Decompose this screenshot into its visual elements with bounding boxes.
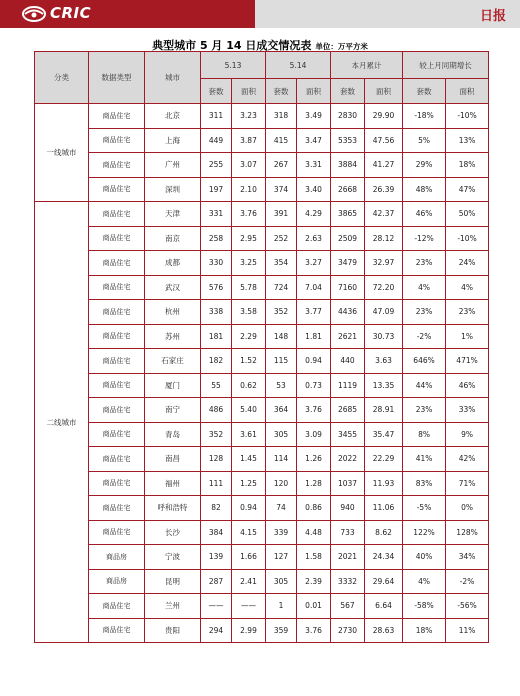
area-month-cell: 29.64 bbox=[365, 569, 403, 594]
table-row bbox=[35, 447, 489, 472]
city-cell: 厦门 bbox=[145, 373, 201, 398]
growth-area-cell: 33% bbox=[446, 398, 489, 423]
area-month-cell: 24.34 bbox=[365, 545, 403, 570]
area-514-cell: 3.76 bbox=[297, 398, 331, 423]
city-cell: 兰州 bbox=[145, 594, 201, 619]
data-type-cell: 商品住宅 bbox=[89, 373, 145, 398]
sets-514-cell: 359 bbox=[266, 618, 297, 643]
sets-513-cell: 255 bbox=[201, 153, 232, 178]
area-514-cell: 3.40 bbox=[297, 177, 331, 202]
data-type-cell: 商品住宅 bbox=[89, 251, 145, 276]
area-month-cell: 30.73 bbox=[365, 324, 403, 349]
area-513-cell: 2.29 bbox=[232, 324, 266, 349]
growth-area-cell: 0% bbox=[446, 496, 489, 521]
table-body bbox=[35, 104, 489, 643]
area-514-cell: 1.81 bbox=[297, 324, 331, 349]
city-cell: 南昌 bbox=[145, 447, 201, 472]
area-513-cell: 1.25 bbox=[232, 471, 266, 496]
subheader-area: 面积 bbox=[365, 79, 403, 104]
area-month-cell: 28.91 bbox=[365, 398, 403, 423]
data-type-cell: 商品住宅 bbox=[89, 618, 145, 643]
data-type-cell: 商品住宅 bbox=[89, 226, 145, 251]
subheader-sets: 套数 bbox=[331, 79, 365, 104]
area-514-cell: 3.31 bbox=[297, 153, 331, 178]
city-cell: 上海 bbox=[145, 128, 201, 153]
sets-month-cell: 1037 bbox=[331, 471, 365, 496]
sets-514-cell: 74 bbox=[266, 496, 297, 521]
col-header-month-total: 本月累计 bbox=[331, 52, 403, 79]
sets-month-cell: 3332 bbox=[331, 569, 365, 594]
table-row bbox=[35, 226, 489, 251]
growth-sets-cell: 4% bbox=[403, 569, 446, 594]
area-513-cell: 3.87 bbox=[232, 128, 266, 153]
daily-label: 日报 bbox=[479, 9, 506, 24]
table-row bbox=[35, 300, 489, 325]
growth-sets-cell: 8% bbox=[403, 422, 446, 447]
sets-month-cell: 2621 bbox=[331, 324, 365, 349]
data-type-cell: 商品住宅 bbox=[89, 202, 145, 227]
city-cell: 青岛 bbox=[145, 422, 201, 447]
data-type-cell: 商品住宅 bbox=[89, 471, 145, 496]
growth-area-cell: 13% bbox=[446, 128, 489, 153]
data-type-cell: 商品住宅 bbox=[89, 300, 145, 325]
sets-month-cell: 3884 bbox=[331, 153, 365, 178]
table-row bbox=[35, 471, 489, 496]
report-header bbox=[0, 0, 520, 28]
sets-513-cell: 331 bbox=[201, 202, 232, 227]
table-row bbox=[35, 569, 489, 594]
subheader-sets: 套数 bbox=[403, 79, 446, 104]
growth-area-cell: -10% bbox=[446, 226, 489, 251]
area-month-cell: 11.93 bbox=[365, 471, 403, 496]
growth-area-cell: -2% bbox=[446, 569, 489, 594]
area-513-cell: 2.99 bbox=[232, 618, 266, 643]
city-cell: 天津 bbox=[145, 202, 201, 227]
sets-514-cell: 391 bbox=[266, 202, 297, 227]
area-month-cell: 47.09 bbox=[365, 300, 403, 325]
report-title: 典型城市 5 月 14 日成交情况表 bbox=[152, 39, 312, 52]
area-month-cell: 41.27 bbox=[365, 153, 403, 178]
data-type-cell: 商品住宅 bbox=[89, 398, 145, 423]
sets-513-cell: 576 bbox=[201, 275, 232, 300]
area-513-cell: 5.40 bbox=[232, 398, 266, 423]
growth-area-cell: 4% bbox=[446, 275, 489, 300]
growth-area-cell: 50% bbox=[446, 202, 489, 227]
sets-month-cell: 440 bbox=[331, 349, 365, 374]
growth-sets-cell: 44% bbox=[403, 373, 446, 398]
city-cell: 石家庄 bbox=[145, 349, 201, 374]
area-514-cell: 3.49 bbox=[297, 104, 331, 129]
growth-sets-cell: 48% bbox=[403, 177, 446, 202]
sets-513-cell: 311 bbox=[201, 104, 232, 129]
area-month-cell: 8.62 bbox=[365, 520, 403, 545]
area-513-cell: 0.94 bbox=[232, 496, 266, 521]
area-514-cell: 7.04 bbox=[297, 275, 331, 300]
table-row bbox=[35, 520, 489, 545]
city-cell: 长沙 bbox=[145, 520, 201, 545]
city-cell: 杭州 bbox=[145, 300, 201, 325]
sets-514-cell: 127 bbox=[266, 545, 297, 570]
sets-month-cell: 1119 bbox=[331, 373, 365, 398]
city-cell: 福州 bbox=[145, 471, 201, 496]
area-514-cell: 3.77 bbox=[297, 300, 331, 325]
col-header-513: 5.13 bbox=[201, 52, 266, 79]
sets-514-cell: 114 bbox=[266, 447, 297, 472]
data-type-cell: 商品住宅 bbox=[89, 422, 145, 447]
sets-513-cell: 111 bbox=[201, 471, 232, 496]
area-513-cell: 3.25 bbox=[232, 251, 266, 276]
area-month-cell: 6.64 bbox=[365, 594, 403, 619]
col-header-category: 分类 bbox=[35, 52, 89, 104]
data-type-cell: 商品住宅 bbox=[89, 324, 145, 349]
sets-month-cell: 2730 bbox=[331, 618, 365, 643]
transaction-table bbox=[34, 51, 489, 643]
growth-area-cell: 47% bbox=[446, 177, 489, 202]
sets-513-cell: 486 bbox=[201, 398, 232, 423]
subheader-area: 面积 bbox=[232, 79, 266, 104]
city-cell: 南宁 bbox=[145, 398, 201, 423]
sets-month-cell: 2685 bbox=[331, 398, 365, 423]
subheader-sets: 套数 bbox=[201, 79, 232, 104]
area-513-cell: 2.95 bbox=[232, 226, 266, 251]
data-type-cell: 商品住宅 bbox=[89, 520, 145, 545]
area-514-cell: 3.47 bbox=[297, 128, 331, 153]
table-row bbox=[35, 104, 489, 129]
table-row bbox=[35, 349, 489, 374]
growth-area-cell: 471% bbox=[446, 349, 489, 374]
area-513-cell: 0.62 bbox=[232, 373, 266, 398]
sets-513-cell: 182 bbox=[201, 349, 232, 374]
growth-area-cell: 71% bbox=[446, 471, 489, 496]
category-cell: 二线城市 bbox=[35, 202, 89, 643]
sets-513-cell: 330 bbox=[201, 251, 232, 276]
area-514-cell: 3.27 bbox=[297, 251, 331, 276]
growth-sets-cell: 40% bbox=[403, 545, 446, 570]
growth-sets-cell: -18% bbox=[403, 104, 446, 129]
sets-513-cell: 449 bbox=[201, 128, 232, 153]
brand-bar bbox=[0, 0, 255, 28]
city-cell: 深圳 bbox=[145, 177, 201, 202]
sets-month-cell: 5353 bbox=[331, 128, 365, 153]
sets-514-cell: 318 bbox=[266, 104, 297, 129]
sets-513-cell: 384 bbox=[201, 520, 232, 545]
sets-514-cell: 120 bbox=[266, 471, 297, 496]
subheader-area: 面积 bbox=[297, 79, 331, 104]
table-row bbox=[35, 177, 489, 202]
sets-514-cell: 354 bbox=[266, 251, 297, 276]
city-cell: 贵阳 bbox=[145, 618, 201, 643]
sets-514-cell: 53 bbox=[266, 373, 297, 398]
sets-513-cell: 82 bbox=[201, 496, 232, 521]
sets-month-cell: 2021 bbox=[331, 545, 365, 570]
city-cell: 昆明 bbox=[145, 569, 201, 594]
area-514-cell: 2.63 bbox=[297, 226, 331, 251]
area-514-cell: 0.73 bbox=[297, 373, 331, 398]
growth-area-cell: 18% bbox=[446, 153, 489, 178]
city-cell: 呼和浩特 bbox=[145, 496, 201, 521]
sets-month-cell: 567 bbox=[331, 594, 365, 619]
growth-area-cell: -10% bbox=[446, 104, 489, 129]
table-row bbox=[35, 398, 489, 423]
city-cell: 南京 bbox=[145, 226, 201, 251]
sets-month-cell: 940 bbox=[331, 496, 365, 521]
data-type-cell: 商品住宅 bbox=[89, 496, 145, 521]
sets-month-cell: 3455 bbox=[331, 422, 365, 447]
growth-sets-cell: 29% bbox=[403, 153, 446, 178]
data-type-cell: 商品住宅 bbox=[89, 177, 145, 202]
header-right-band bbox=[255, 0, 520, 28]
city-cell: 苏州 bbox=[145, 324, 201, 349]
area-month-cell: 13.35 bbox=[365, 373, 403, 398]
area-514-cell: 0.01 bbox=[297, 594, 331, 619]
unit-label: 单位：万平方米 bbox=[315, 42, 368, 51]
area-514-cell: 1.58 bbox=[297, 545, 331, 570]
area-514-cell: 1.26 bbox=[297, 447, 331, 472]
table-row bbox=[35, 373, 489, 398]
area-month-cell: 72.20 bbox=[365, 275, 403, 300]
area-514-cell: 4.48 bbox=[297, 520, 331, 545]
table-row bbox=[35, 545, 489, 570]
sets-514-cell: 252 bbox=[266, 226, 297, 251]
area-month-cell: 28.12 bbox=[365, 226, 403, 251]
table-row bbox=[35, 324, 489, 349]
sets-month-cell: 7160 bbox=[331, 275, 365, 300]
sets-514-cell: 364 bbox=[266, 398, 297, 423]
growth-area-cell: 9% bbox=[446, 422, 489, 447]
area-513-cell: 1.45 bbox=[232, 447, 266, 472]
sets-514-cell: 267 bbox=[266, 153, 297, 178]
table-row bbox=[35, 202, 489, 227]
area-513-cell: 2.41 bbox=[232, 569, 266, 594]
growth-area-cell: 34% bbox=[446, 545, 489, 570]
sets-513-cell: 55 bbox=[201, 373, 232, 398]
table-row bbox=[35, 618, 489, 643]
sets-month-cell: 2830 bbox=[331, 104, 365, 129]
area-513-cell: 3.61 bbox=[232, 422, 266, 447]
city-cell: 宁波 bbox=[145, 545, 201, 570]
sets-month-cell: 2509 bbox=[331, 226, 365, 251]
growth-sets-cell: 46% bbox=[403, 202, 446, 227]
growth-sets-cell: 5% bbox=[403, 128, 446, 153]
growth-sets-cell: 83% bbox=[403, 471, 446, 496]
data-type-cell: 商品住宅 bbox=[89, 349, 145, 374]
data-type-cell: 商品住宅 bbox=[89, 447, 145, 472]
growth-sets-cell: -12% bbox=[403, 226, 446, 251]
growth-sets-cell: 646% bbox=[403, 349, 446, 374]
growth-area-cell: 24% bbox=[446, 251, 489, 276]
sets-month-cell: 2668 bbox=[331, 177, 365, 202]
sets-month-cell: 2022 bbox=[331, 447, 365, 472]
sets-513-cell: 287 bbox=[201, 569, 232, 594]
data-type-cell: 商品住宅 bbox=[89, 594, 145, 619]
sets-514-cell: 115 bbox=[266, 349, 297, 374]
sets-514-cell: 305 bbox=[266, 422, 297, 447]
city-cell: 武汉 bbox=[145, 275, 201, 300]
sets-514-cell: 1 bbox=[266, 594, 297, 619]
growth-area-cell: 11% bbox=[446, 618, 489, 643]
area-513-cell: 5.78 bbox=[232, 275, 266, 300]
area-513-cell: 2.10 bbox=[232, 177, 266, 202]
growth-sets-cell: 122% bbox=[403, 520, 446, 545]
area-513-cell: 1.66 bbox=[232, 545, 266, 570]
col-header-514: 5.14 bbox=[266, 52, 331, 79]
sets-513-cell: —— bbox=[201, 594, 232, 619]
sets-month-cell: 733 bbox=[331, 520, 365, 545]
sets-513-cell: 128 bbox=[201, 447, 232, 472]
area-month-cell: 35.47 bbox=[365, 422, 403, 447]
sets-month-cell: 4436 bbox=[331, 300, 365, 325]
subheader-area: 面积 bbox=[446, 79, 489, 104]
area-month-cell: 11.06 bbox=[365, 496, 403, 521]
table-row bbox=[35, 594, 489, 619]
sets-513-cell: 258 bbox=[201, 226, 232, 251]
sets-month-cell: 3479 bbox=[331, 251, 365, 276]
area-514-cell: 1.28 bbox=[297, 471, 331, 496]
data-type-cell: 商品房 bbox=[89, 569, 145, 594]
area-month-cell: 29.90 bbox=[365, 104, 403, 129]
area-513-cell: —— bbox=[232, 594, 266, 619]
growth-area-cell: 128% bbox=[446, 520, 489, 545]
growth-area-cell: 23% bbox=[446, 300, 489, 325]
col-header-city: 城市 bbox=[145, 52, 201, 104]
growth-sets-cell: 23% bbox=[403, 251, 446, 276]
area-513-cell: 1.52 bbox=[232, 349, 266, 374]
data-type-cell: 商品住宅 bbox=[89, 104, 145, 129]
table-row bbox=[35, 128, 489, 153]
area-514-cell: 0.86 bbox=[297, 496, 331, 521]
sets-514-cell: 148 bbox=[266, 324, 297, 349]
growth-sets-cell: -2% bbox=[403, 324, 446, 349]
eye-icon bbox=[22, 5, 48, 23]
area-514-cell: 3.09 bbox=[297, 422, 331, 447]
sets-514-cell: 352 bbox=[266, 300, 297, 325]
growth-area-cell: -56% bbox=[446, 594, 489, 619]
city-cell: 北京 bbox=[145, 104, 201, 129]
area-month-cell: 47.56 bbox=[365, 128, 403, 153]
sets-513-cell: 197 bbox=[201, 177, 232, 202]
growth-sets-cell: 41% bbox=[403, 447, 446, 472]
area-month-cell: 26.39 bbox=[365, 177, 403, 202]
growth-area-cell: 1% bbox=[446, 324, 489, 349]
sets-514-cell: 415 bbox=[266, 128, 297, 153]
sets-513-cell: 338 bbox=[201, 300, 232, 325]
growth-sets-cell: 18% bbox=[403, 618, 446, 643]
data-type-cell: 商品房 bbox=[89, 545, 145, 570]
sets-month-cell: 3865 bbox=[331, 202, 365, 227]
area-514-cell: 0.94 bbox=[297, 349, 331, 374]
col-header-data-type: 数据类型 bbox=[89, 52, 145, 104]
growth-area-cell: 46% bbox=[446, 373, 489, 398]
area-month-cell: 3.63 bbox=[365, 349, 403, 374]
sets-513-cell: 181 bbox=[201, 324, 232, 349]
header-row-1 bbox=[35, 52, 489, 79]
logo-text: CRIC bbox=[50, 4, 92, 22]
growth-area-cell: 42% bbox=[446, 447, 489, 472]
sets-513-cell: 139 bbox=[201, 545, 232, 570]
area-514-cell: 2.39 bbox=[297, 569, 331, 594]
area-513-cell: 3.07 bbox=[232, 153, 266, 178]
area-513-cell: 3.76 bbox=[232, 202, 266, 227]
sets-513-cell: 294 bbox=[201, 618, 232, 643]
data-type-cell: 商品住宅 bbox=[89, 275, 145, 300]
growth-sets-cell: -5% bbox=[403, 496, 446, 521]
growth-sets-cell: 23% bbox=[403, 300, 446, 325]
city-cell: 广州 bbox=[145, 153, 201, 178]
area-month-cell: 22.29 bbox=[365, 447, 403, 472]
category-cell: 一线城市 bbox=[35, 104, 89, 202]
growth-sets-cell: 4% bbox=[403, 275, 446, 300]
area-513-cell: 3.58 bbox=[232, 300, 266, 325]
table-row bbox=[35, 422, 489, 447]
sets-513-cell: 352 bbox=[201, 422, 232, 447]
sets-514-cell: 374 bbox=[266, 177, 297, 202]
area-513-cell: 4.15 bbox=[232, 520, 266, 545]
data-type-cell: 商品住宅 bbox=[89, 153, 145, 178]
area-514-cell: 4.29 bbox=[297, 202, 331, 227]
table-row bbox=[35, 153, 489, 178]
area-month-cell: 32.97 bbox=[365, 251, 403, 276]
subheader-sets: 套数 bbox=[266, 79, 297, 104]
area-514-cell: 3.76 bbox=[297, 618, 331, 643]
sets-514-cell: 339 bbox=[266, 520, 297, 545]
col-header-growth: 较上月同期增长 bbox=[403, 52, 489, 79]
table-row bbox=[35, 275, 489, 300]
data-type-cell: 商品住宅 bbox=[89, 128, 145, 153]
table-row bbox=[35, 251, 489, 276]
area-513-cell: 3.23 bbox=[232, 104, 266, 129]
growth-sets-cell: -58% bbox=[403, 594, 446, 619]
sets-514-cell: 724 bbox=[266, 275, 297, 300]
cric-logo bbox=[22, 5, 132, 23]
table-row bbox=[35, 496, 489, 521]
area-month-cell: 42.37 bbox=[365, 202, 403, 227]
sets-514-cell: 305 bbox=[266, 569, 297, 594]
city-cell: 成都 bbox=[145, 251, 201, 276]
growth-sets-cell: 23% bbox=[403, 398, 446, 423]
area-month-cell: 28.63 bbox=[365, 618, 403, 643]
